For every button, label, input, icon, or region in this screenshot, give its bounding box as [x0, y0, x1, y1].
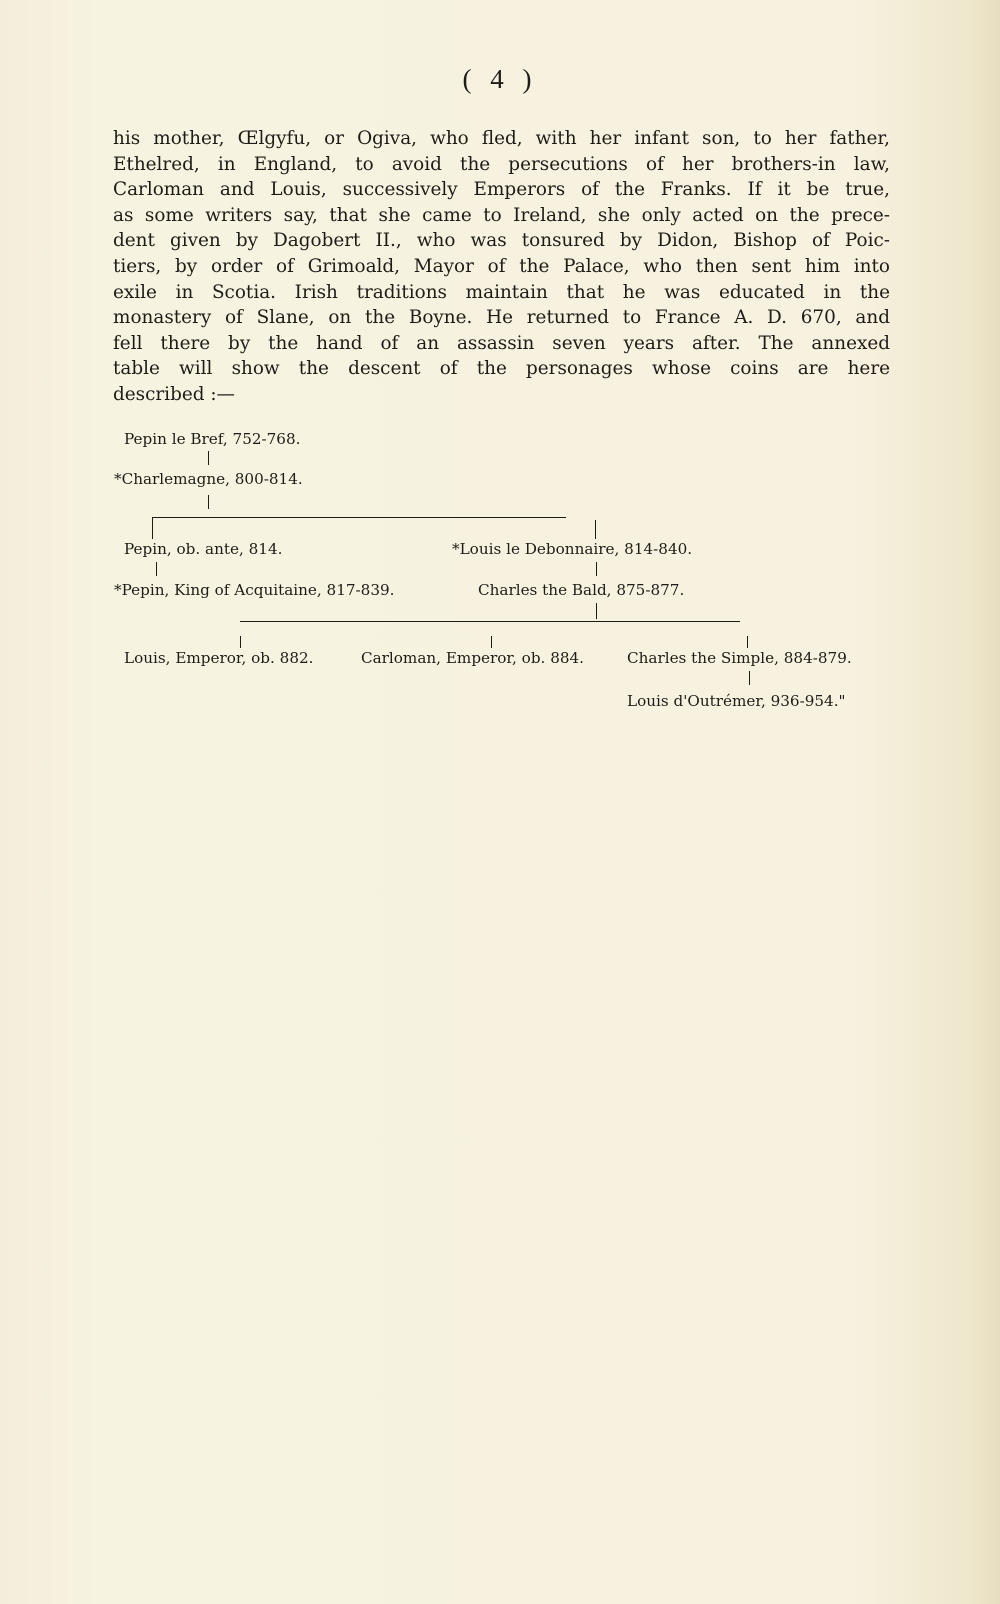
- paragraph-line: described :—: [113, 383, 235, 405]
- paragraph-line: table will show the descent of the personages whose coins are here: [113, 358, 890, 380]
- connector-line: [240, 636, 241, 648]
- node-pepin-acquitaine: *Pepin, King of Acquitaine, 817-839.: [114, 581, 395, 599]
- node-carloman: Carloman, Emperor, ob. 884.: [361, 649, 585, 667]
- node-louis-outremer: Louis d'Outrémer, 936-954.": [627, 692, 846, 710]
- connector-line: [747, 636, 748, 648]
- node-louis-debonnaire: *Louis le Debonnaire, 814-840.: [452, 540, 693, 558]
- connector-line: [595, 520, 596, 539]
- paragraph-line: Ethelred, in England, to avoid the persecutions of her brothers-in law,: [113, 153, 890, 175]
- connector-line: [152, 517, 153, 539]
- paragraph-line: as some writers say, that she came to Ireland, she only acted on the prece-: [113, 204, 890, 226]
- node-charlemagne: *Charlemagne, 800-814.: [114, 470, 303, 488]
- node-pepin-le-bref: Pepin le Bref, 752-768.: [124, 430, 301, 448]
- connector-line: [596, 603, 597, 619]
- connector-line: [208, 495, 209, 509]
- connector-line: [208, 451, 209, 465]
- connector-line: [491, 636, 492, 648]
- connector-line: [749, 671, 750, 685]
- connector-line: [596, 562, 597, 576]
- node-louis-emperor: Louis, Emperor, ob. 882.: [124, 649, 314, 667]
- node-charles-bald: Charles the Bald, 875-877.: [478, 581, 685, 599]
- paragraph-line: monastery of Slane, on the Boyne. He returned to France A. D. 670, and: [113, 307, 890, 329]
- node-charles-simple: Charles the Simple, 884-879.: [627, 649, 852, 667]
- paragraph-line: fell there by the hand of an assassin seven years after. The annexed: [113, 332, 890, 354]
- connector-line: [152, 517, 566, 518]
- paragraph-line: Carloman and Louis, successively Emperors of the Franks. If it be true,: [113, 179, 890, 201]
- page-number: ( 4 ): [462, 64, 538, 94]
- paragraph-line: dent given by Dagobert II., who was tonsured by Didon, Bishop of Poic-: [113, 230, 890, 252]
- connector-line: [156, 562, 157, 576]
- paragraph-line: exile in Scotia. Irish traditions maintain that he was educated in the: [113, 281, 890, 303]
- paragraph-line: tiers, by order of Grimoald, Mayor of the Palace, who then sent him into: [113, 255, 890, 277]
- node-pepin-ob: Pepin, ob. ante, 814.: [124, 540, 283, 558]
- paragraph-line: his mother, Œlgyfu, or Ogiva, who fled, with her infant son, to her father,: [113, 128, 890, 149]
- connector-line: [240, 621, 740, 622]
